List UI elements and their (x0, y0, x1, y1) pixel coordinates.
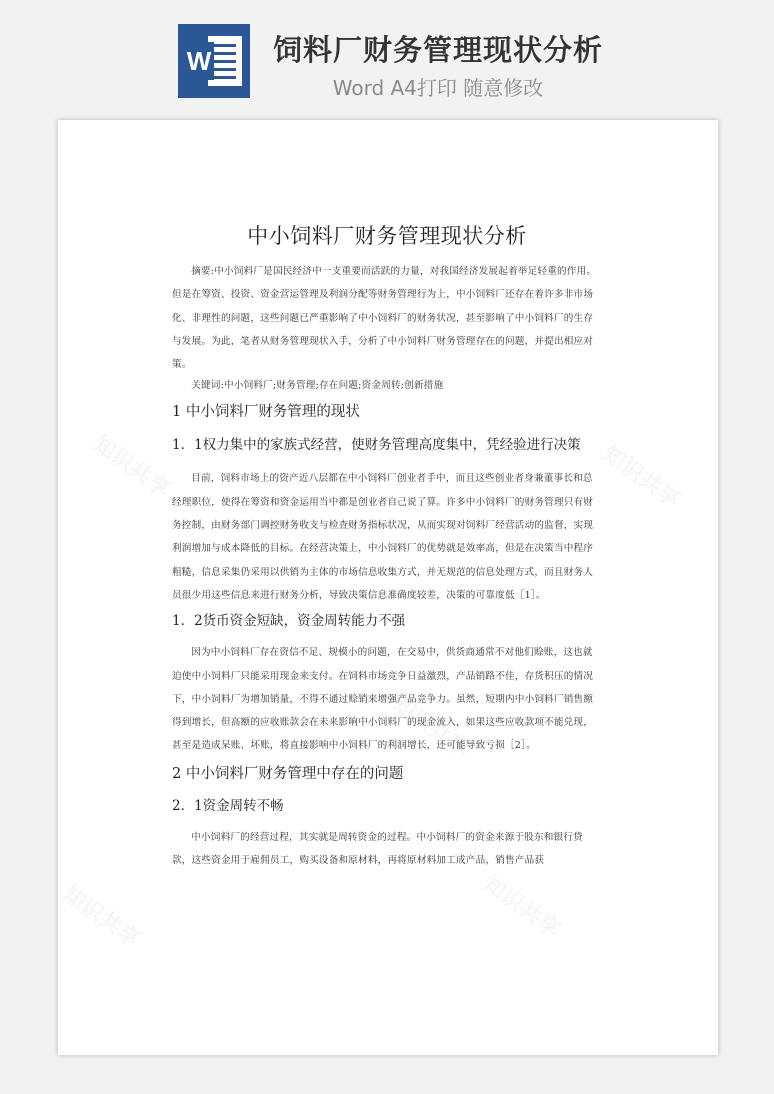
watermark: 知识共享 (58, 881, 145, 953)
section-heading: 1 中小饲料厂财务管理的现状 (172, 404, 360, 421)
header-title: 饲料厂财务管理现状分析 (272, 33, 603, 67)
subsection-heading: 2．1资金周转不畅 (172, 797, 284, 814)
body-paragraph: 中小饲料厂的经营过程，其实就是周转资金的过程。中小饲料厂的资金来源于股东和银行贷款，这些资金用于雇佣员工，购买设备和原材料，再将原材料加工成产品，销售产品获 (172, 831, 583, 867)
section-heading: 2 中小饲料厂财务管理中存在的问题 (172, 765, 404, 782)
word-document-icon (178, 24, 250, 98)
header-subtitle: Word A4打印 随意修改 (332, 76, 544, 100)
watermark: 知识共享 (477, 871, 565, 943)
keywords-line: 关键词:中小饲料厂;财务管理;存在问题;资金周转;创新措施 (191, 380, 444, 392)
logo-letter: W (186, 46, 212, 76)
watermark: 知识共享 (387, 691, 475, 763)
page-header (0, 0, 774, 118)
document-title: 中小饲料厂财务管理现状分析 (247, 224, 527, 248)
document-page (58, 120, 718, 1055)
subsection-heading: 1．2货币资金短缺，资金周转能力不强 (172, 613, 406, 630)
document-body (172, 220, 602, 873)
subsection-heading: 1．1权力集中的家族式经营，使财务管理高度集中，凭经验进行决策 (172, 437, 581, 454)
watermark: 知识共享 (597, 441, 685, 513)
body-paragraph: 因为中小饲料厂存在资信不足、规模小的问题，在交易中，供货商通常不对他们赊账，这也就迫使中小饲料厂只能采用现金来支付。在饲料市场竞争日益激烈，产品销路不佳，存货积压的情况下，中小饲料厂为增加销量，不得不通过赊销来增强产品竞争力。虽然，短期内中小饲料厂销售额得到增长，但高额的应收账款会在未来影响中小饲料厂的现金流入，如果这些应收款项不能兑现，甚至是造成呆账、坏账，将直接影响中小饲料厂的利润增长，还可能导致亏损［2］。 (172, 647, 594, 752)
watermark: 知识共享 (87, 431, 175, 503)
abstract-paragraph: 摘要:中小饲料厂是国民经济中一支重要而活跃的力量，对我国经济发展起着举足轻重的作用。但是在筹资、投资、资金营运管理及利润分配等财务管理行为上，中小饲料厂还存在着许多非市场化、非理性的问题，这些问题已严重影响了中小饲料厂的财务状况，甚至影响了中小饲料厂的生存与发展。为此，笔者从财务管理现状入手，分析了中小饲料厂财务管理存在的问题，并提出相应对策。 (172, 266, 597, 371)
body-paragraph: 目前，饲料市场上的资产近八层都在中小饲料厂创业者手中，而且这些创业者身兼董事长和总经理职位，使得在筹资和资金运用当中都是创业者自己说了算。许多中小饲料厂的财务管理只有财务控制，由财务部门调控财务收支与检查财务指标状况，从而实现对饲料厂经营活动的监督，实现利润增加与成本降低的目标。在经营决策上，中小饲料厂的优势就是效率高，但是在决策当中程序粗糙，信息采集仍采用以供销为主体的市场信息收集方式，并无规范的信息处理方式，而且财务人员很少用这些信息来进行财务分析，导致决策信息准确度较差，决策的可靠度低［1］。 (172, 473, 594, 601)
